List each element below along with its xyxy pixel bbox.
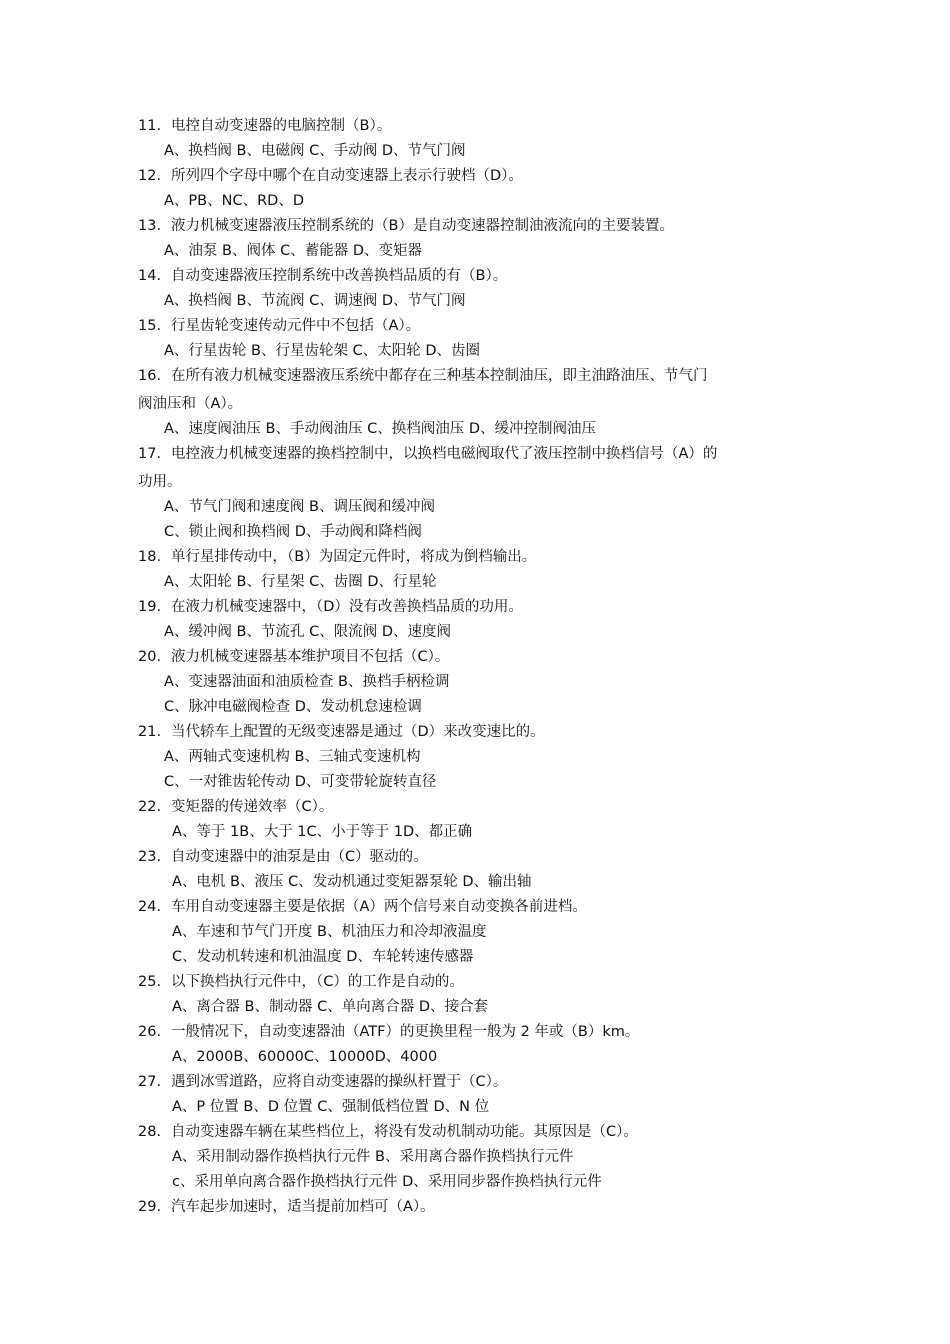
question-item xyxy=(138,595,818,645)
question-stem xyxy=(138,214,818,239)
question-stem xyxy=(138,595,818,620)
question-item xyxy=(138,720,818,795)
question-text: 当代轿车上配置的无级变速器是通过（D）来改变速比的。 xyxy=(171,724,545,740)
question-item xyxy=(138,1070,818,1120)
question-number: 22. xyxy=(138,799,162,815)
question-stem xyxy=(138,545,818,570)
answer-options: A、缓冲阀 B、节流孔 C、限流阀 D、速度阀 xyxy=(164,624,451,640)
answer-options: A、行星齿轮 B、行星齿轮架 C、太阳轮 D、齿圈 xyxy=(164,343,480,359)
question-stem xyxy=(138,164,818,189)
question-item xyxy=(138,895,818,970)
question-item xyxy=(138,314,818,364)
question-text: 车用自动变速器主要是依据（A）两个信号来自动变换各前进档。 xyxy=(171,899,587,915)
question-item xyxy=(138,264,818,314)
question-number: 24. xyxy=(138,899,162,915)
question-number: 15. xyxy=(138,318,162,334)
question-item xyxy=(138,1120,818,1195)
question-stem xyxy=(138,114,818,139)
question-text: 以下换档执行元件中，（C）的工作是自动的。 xyxy=(171,974,464,990)
question-list xyxy=(138,114,818,1220)
answer-options: C、一对锥齿轮传动 D、可变带轮旋转直径 xyxy=(164,774,437,790)
answer-options: A、等于 1B、大于 1C、小于等于 1D、都正确 xyxy=(172,824,473,840)
question-stem xyxy=(138,970,818,995)
question-text: 遇到冰雪道路，应将自动变速器的操纵杆置于（C）。 xyxy=(171,1074,508,1090)
answer-options: A、油泵 B、阀体 C、蓄能器 D、变矩器 xyxy=(164,243,422,259)
question-number: 21. xyxy=(138,724,162,740)
answer-options: C、发动机转速和机油温度 D、车轮转速传感器 xyxy=(172,949,474,965)
answer-options: C、锁止阀和换档阀 D、手动阀和降档阀 xyxy=(164,524,422,540)
answer-options: A、PB、NC、RD、D xyxy=(164,193,304,209)
answer-options: c、采用单向离合器作换档执行元件 D、采用同步器作换档执行元件 xyxy=(172,1174,602,1190)
question-item xyxy=(138,1020,818,1070)
answer-options: A、离合器 B、制动器 C、单向离合器 D、接合套 xyxy=(172,999,488,1015)
question-stem xyxy=(138,795,818,820)
answer-options: A、车速和节气门开度 B、机油压力和冷却液温度 xyxy=(172,924,487,940)
question-number: 12. xyxy=(138,168,162,184)
question-stem xyxy=(138,1120,818,1145)
answer-options: A、速度阀油压 B、手动阀油压 C、换档阀油压 D、缓冲控制阀油压 xyxy=(164,421,596,437)
question-stem xyxy=(138,720,818,745)
question-stem xyxy=(138,645,818,670)
question-item xyxy=(138,364,818,442)
question-text: 自动变速器车辆在某些档位上，将没有发动机制动功能。其原因是（C）。 xyxy=(171,1124,638,1140)
question-item xyxy=(138,545,818,595)
question-text: 单行星排传动中，（B）为固定元件时，将成为倒档输出。 xyxy=(171,549,537,565)
question-item xyxy=(138,645,818,720)
answer-options: A、换档阀 B、节流阀 C、调速阀 D、节气门阀 xyxy=(164,293,466,309)
answer-options: A、变速器油面和油质检查 B、换档手柄检调 xyxy=(164,674,450,690)
question-text: 汽车起步加速时，适当提前加档可（A）。 xyxy=(171,1199,435,1215)
answer-options: A、P 位置 B、D 位置 C、强制低档位置 D、N 位 xyxy=(172,1099,490,1115)
question-text: 液力机械变速器液压控制系统的（B）是自动变速器控制油液流向的主要装置。 xyxy=(171,218,674,234)
answer-options: A、电机 B、液压 C、发动机通过变矩器泵轮 D、输出轴 xyxy=(172,874,532,890)
question-number: 13. xyxy=(138,218,162,234)
question-item xyxy=(138,114,818,164)
question-text: 自动变速器中的油泵是由（C）驱动的。 xyxy=(171,849,428,865)
question-text: 电控液力机械变速器的换档控制中，以换档电磁阀取代了液压控制中换档信号（A）的 xyxy=(171,446,718,462)
question-stem xyxy=(138,845,818,870)
answer-options: A、太阳轮 B、行星架 C、齿圈 D、行星轮 xyxy=(164,574,437,590)
question-item xyxy=(138,1195,818,1220)
question-text: 自动变速器液压控制系统中改善换档品质的有（B）。 xyxy=(171,268,508,284)
question-item xyxy=(138,214,818,264)
question-text: 电控自动变速器的电脑控制（B）。 xyxy=(171,118,392,134)
answer-options: A、两轴式变速机构 B、三轴式变速机构 xyxy=(164,749,421,765)
answer-options: C、脉冲电磁阀检查 D、发动机怠速检调 xyxy=(164,699,422,715)
question-stem xyxy=(138,364,818,389)
answer-options: A、节气门阀和速度阀 B、调压阀和缓冲阀 xyxy=(164,499,435,515)
question-stem xyxy=(138,314,818,339)
question-text-continued: 功用。 xyxy=(138,474,182,490)
question-text: 在液力机械变速器中，（D）没有改善换档品质的功用。 xyxy=(171,599,523,615)
question-number: 26. xyxy=(138,1024,162,1040)
question-number: 18. xyxy=(138,549,162,565)
answer-options: A、2000B、60000C、10000D、4000 xyxy=(172,1049,438,1065)
question-number: 28. xyxy=(138,1124,162,1140)
answer-options: A、采用制动器作换档执行元件 B、采用离合器作换档执行元件 xyxy=(172,1149,574,1165)
question-item xyxy=(138,442,818,545)
question-number: 11. xyxy=(138,118,162,134)
question-number: 16. xyxy=(138,368,162,384)
question-stem xyxy=(138,895,818,920)
question-text: 在所有液力机械变速器液压系统中都存在三种基本控制油压，即主油路油压、节气门 xyxy=(171,368,708,384)
question-number: 14. xyxy=(138,268,162,284)
question-item xyxy=(138,970,818,1020)
question-text: 一般情况下，自动变速器油（ATF）的更换里程一般为 2 年或（B）km。 xyxy=(171,1024,640,1040)
question-text: 液力机械变速器基本维护项目不包括（C）。 xyxy=(171,649,450,665)
answer-options: A、换档阀 B、电磁阀 C、手动阀 D、节气门阀 xyxy=(164,143,466,159)
question-item xyxy=(138,795,818,845)
question-number: 27. xyxy=(138,1074,162,1090)
question-text-continued: 阀油压和（A）。 xyxy=(138,396,243,412)
question-stem xyxy=(138,264,818,289)
question-number: 25. xyxy=(138,974,162,990)
question-stem xyxy=(138,442,818,467)
question-text: 所列四个字母中哪个在自动变速器上表示行驶档（D）。 xyxy=(171,168,523,184)
question-item xyxy=(138,164,818,214)
question-item xyxy=(138,845,818,895)
question-stem xyxy=(138,1020,818,1045)
question-text: 变矩器的传递效率（C）。 xyxy=(171,799,334,815)
question-stem xyxy=(138,1195,818,1220)
question-number: 29. xyxy=(138,1199,162,1215)
question-number: 17. xyxy=(138,446,162,462)
question-number: 20. xyxy=(138,649,162,665)
question-number: 19. xyxy=(138,599,162,615)
question-stem xyxy=(138,1070,818,1095)
question-text: 行星齿轮变速传动元件中不包括（A）。 xyxy=(171,318,421,334)
question-number: 23. xyxy=(138,849,162,865)
